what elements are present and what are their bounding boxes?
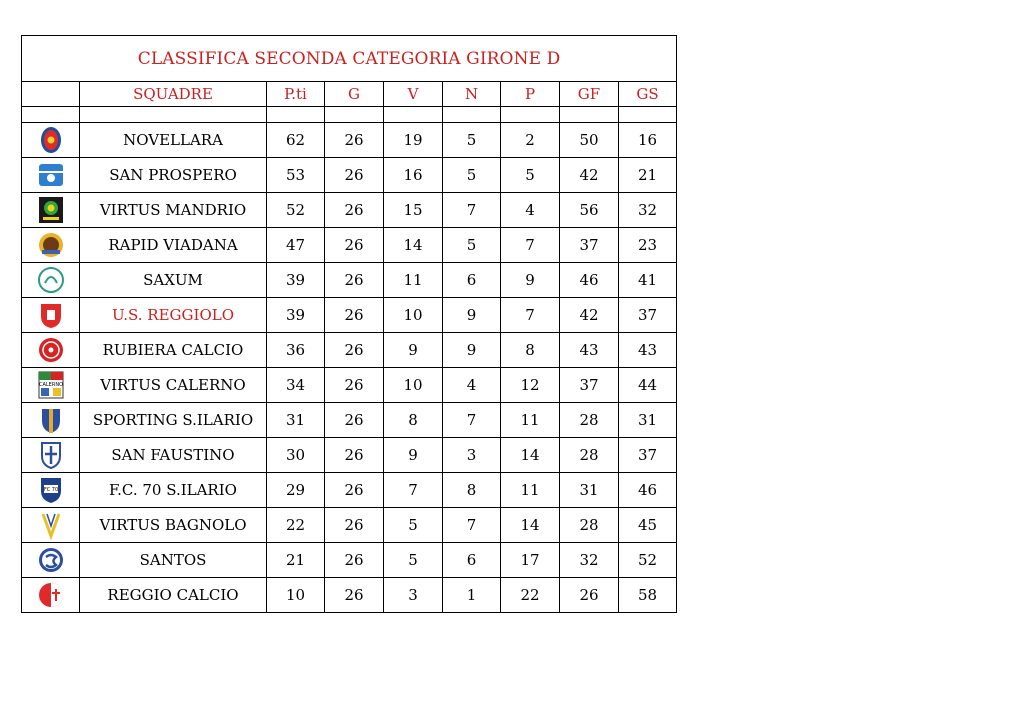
lost-cell: 8 — [501, 333, 560, 368]
lost-cell: 4 — [501, 193, 560, 228]
header-goals-for: GF — [560, 82, 619, 107]
table-row — [22, 438, 677, 473]
reggio-calcio-crest-icon — [37, 580, 65, 610]
drawn-cell: 6 — [443, 263, 501, 298]
goals-for-cell: 32 — [560, 543, 619, 578]
goals-against-cell: 45 — [619, 508, 677, 543]
goals-for-cell: 50 — [560, 123, 619, 158]
virtus-calerno-crest-icon — [37, 370, 65, 400]
goals-against-cell: 44 — [619, 368, 677, 403]
drawn-cell: 7 — [443, 508, 501, 543]
team-name: NOVELLARA — [80, 123, 267, 158]
drawn-cell: 5 — [443, 123, 501, 158]
header-played: G — [325, 82, 384, 107]
team-logo-cell — [22, 508, 80, 543]
header-goals-against: GS — [619, 82, 677, 107]
header-row — [22, 82, 677, 107]
rubiera-crest-icon — [37, 335, 65, 365]
lost-cell: 11 — [501, 473, 560, 508]
team-name: U.S. REGGIOLO — [80, 298, 267, 333]
played-cell: 26 — [325, 508, 384, 543]
table-row — [22, 508, 677, 543]
santos-crest-icon — [37, 545, 65, 575]
standings-table — [21, 35, 677, 613]
goals-for-cell: 46 — [560, 263, 619, 298]
won-cell: 9 — [384, 333, 443, 368]
spacer-cell — [325, 107, 384, 123]
team-logo-cell — [22, 123, 80, 158]
played-cell: 26 — [325, 403, 384, 438]
points-cell: 62 — [267, 123, 325, 158]
team-name: SAXUM — [80, 263, 267, 298]
team-logo-cell — [22, 193, 80, 228]
points-cell: 36 — [267, 333, 325, 368]
won-cell: 3 — [384, 578, 443, 613]
title-row — [22, 36, 677, 82]
lost-cell: 5 — [501, 158, 560, 193]
won-cell: 16 — [384, 158, 443, 193]
team-logo-cell — [22, 578, 80, 613]
goals-for-cell: 37 — [560, 368, 619, 403]
won-cell: 19 — [384, 123, 443, 158]
team-logo-cell — [22, 438, 80, 473]
goals-for-cell: 26 — [560, 578, 619, 613]
team-logo-cell — [22, 263, 80, 298]
team-name: RAPID VIADANA — [80, 228, 267, 263]
table-row — [22, 123, 677, 158]
won-cell: 10 — [384, 368, 443, 403]
lost-cell: 14 — [501, 438, 560, 473]
lost-cell: 17 — [501, 543, 560, 578]
team-logo-cell — [22, 403, 80, 438]
virtus-mandrio-crest-icon — [37, 195, 65, 225]
points-cell: 22 — [267, 508, 325, 543]
header-points: P.ti — [267, 82, 325, 107]
table-row — [22, 333, 677, 368]
goals-for-cell: 31 — [560, 473, 619, 508]
goals-against-cell: 37 — [619, 298, 677, 333]
points-cell: 34 — [267, 368, 325, 403]
drawn-cell: 1 — [443, 578, 501, 613]
points-cell: 21 — [267, 543, 325, 578]
reggiolo-crest-icon — [37, 300, 65, 330]
goals-against-cell: 21 — [619, 158, 677, 193]
played-cell: 26 — [325, 158, 384, 193]
points-cell: 29 — [267, 473, 325, 508]
goals-for-cell: 28 — [560, 508, 619, 543]
drawn-cell: 9 — [443, 298, 501, 333]
spacer-cell — [619, 107, 677, 123]
team-logo-cell — [22, 543, 80, 578]
spacer-cell — [560, 107, 619, 123]
team-name: VIRTUS BAGNOLO — [80, 508, 267, 543]
goals-against-cell: 37 — [619, 438, 677, 473]
played-cell: 26 — [325, 473, 384, 508]
played-cell: 26 — [325, 333, 384, 368]
points-cell: 53 — [267, 158, 325, 193]
table-row — [22, 263, 677, 298]
header-team: SQUADRE — [80, 82, 267, 107]
lost-cell: 9 — [501, 263, 560, 298]
won-cell: 8 — [384, 403, 443, 438]
novellara-crest-icon — [37, 125, 65, 155]
goals-for-cell: 28 — [560, 403, 619, 438]
table-row — [22, 298, 677, 333]
points-cell: 39 — [267, 263, 325, 298]
won-cell: 10 — [384, 298, 443, 333]
goals-for-cell: 56 — [560, 193, 619, 228]
won-cell: 14 — [384, 228, 443, 263]
goals-against-cell: 23 — [619, 228, 677, 263]
table-row — [22, 158, 677, 193]
spacer-cell — [22, 107, 80, 123]
goals-against-cell: 46 — [619, 473, 677, 508]
drawn-cell: 8 — [443, 473, 501, 508]
team-logo-cell — [22, 368, 80, 403]
header-won: V — [384, 82, 443, 107]
played-cell: 26 — [325, 543, 384, 578]
team-name: SANTOS — [80, 543, 267, 578]
team-name: SAN PROSPERO — [80, 158, 267, 193]
goals-against-cell: 32 — [619, 193, 677, 228]
spacer-cell — [443, 107, 501, 123]
won-cell: 9 — [384, 438, 443, 473]
lost-cell: 14 — [501, 508, 560, 543]
team-name: REGGIO CALCIO — [80, 578, 267, 613]
won-cell: 11 — [384, 263, 443, 298]
header-logo-cell — [22, 82, 80, 107]
table-row — [22, 543, 677, 578]
points-cell: 31 — [267, 403, 325, 438]
lost-cell: 12 — [501, 368, 560, 403]
team-logo-cell — [22, 158, 80, 193]
won-cell: 7 — [384, 473, 443, 508]
goals-against-cell: 43 — [619, 333, 677, 368]
lost-cell: 2 — [501, 123, 560, 158]
played-cell: 26 — [325, 263, 384, 298]
spacer-cell — [267, 107, 325, 123]
spacer-cell — [501, 107, 560, 123]
table-title: CLASSIFICA SECONDA CATEGORIA GIRONE D — [22, 36, 677, 82]
table-row — [22, 193, 677, 228]
goals-against-cell: 31 — [619, 403, 677, 438]
lost-cell: 11 — [501, 403, 560, 438]
goals-for-cell: 42 — [560, 158, 619, 193]
team-logo-cell — [22, 473, 80, 508]
team-name: VIRTUS CALERNO — [80, 368, 267, 403]
fc70-silario-crest-icon — [37, 475, 65, 505]
points-cell: 47 — [267, 228, 325, 263]
lost-cell: 22 — [501, 578, 560, 613]
table-row — [22, 403, 677, 438]
won-cell: 5 — [384, 543, 443, 578]
lost-cell: 7 — [501, 228, 560, 263]
team-name: SPORTING S.ILARIO — [80, 403, 267, 438]
header-drawn: N — [443, 82, 501, 107]
points-cell: 39 — [267, 298, 325, 333]
table-row — [22, 368, 677, 403]
drawn-cell: 7 — [443, 193, 501, 228]
goals-against-cell: 52 — [619, 543, 677, 578]
logo-lettering: CALERNO — [38, 382, 63, 388]
points-cell: 30 — [267, 438, 325, 473]
won-cell: 5 — [384, 508, 443, 543]
drawn-cell: 7 — [443, 403, 501, 438]
team-logo-cell — [22, 333, 80, 368]
played-cell: 26 — [325, 228, 384, 263]
drawn-cell: 4 — [443, 368, 501, 403]
virtus-bagnolo-crest-icon — [37, 510, 65, 540]
goals-against-cell: 41 — [619, 263, 677, 298]
team-name: F.C. 70 S.ILARIO — [80, 473, 267, 508]
played-cell: 26 — [325, 193, 384, 228]
played-cell: 26 — [325, 438, 384, 473]
spacer-cell — [384, 107, 443, 123]
lost-cell: 7 — [501, 298, 560, 333]
goals-against-cell: 58 — [619, 578, 677, 613]
won-cell: 15 — [384, 193, 443, 228]
goals-for-cell: 37 — [560, 228, 619, 263]
goals-for-cell: 43 — [560, 333, 619, 368]
goals-for-cell: 28 — [560, 438, 619, 473]
table-row — [22, 473, 677, 508]
spacer-row — [22, 107, 677, 123]
played-cell: 26 — [325, 298, 384, 333]
points-cell: 10 — [267, 578, 325, 613]
team-name: VIRTUS MANDRIO — [80, 193, 267, 228]
goals-for-cell: 42 — [560, 298, 619, 333]
table-row — [22, 578, 677, 613]
logo-lettering: FC 70 — [43, 487, 58, 493]
team-logo-cell — [22, 228, 80, 263]
drawn-cell: 3 — [443, 438, 501, 473]
played-cell: 26 — [325, 578, 384, 613]
spacer-cell — [80, 107, 267, 123]
drawn-cell: 6 — [443, 543, 501, 578]
points-cell: 52 — [267, 193, 325, 228]
rapid-viadana-crest-icon — [37, 230, 65, 260]
sporting-silario-crest-icon — [37, 405, 65, 435]
drawn-cell: 5 — [443, 228, 501, 263]
played-cell: 26 — [325, 123, 384, 158]
team-name: SAN FAUSTINO — [80, 438, 267, 473]
played-cell: 26 — [325, 368, 384, 403]
goals-against-cell: 16 — [619, 123, 677, 158]
team-logo-cell — [22, 298, 80, 333]
drawn-cell: 9 — [443, 333, 501, 368]
san-prospero-crest-icon — [37, 160, 65, 190]
table-row — [22, 228, 677, 263]
san-faustino-crest-icon — [37, 440, 65, 470]
drawn-cell: 5 — [443, 158, 501, 193]
header-lost: P — [501, 82, 560, 107]
saxum-crest-icon — [37, 265, 65, 295]
team-name: RUBIERA CALCIO — [80, 333, 267, 368]
